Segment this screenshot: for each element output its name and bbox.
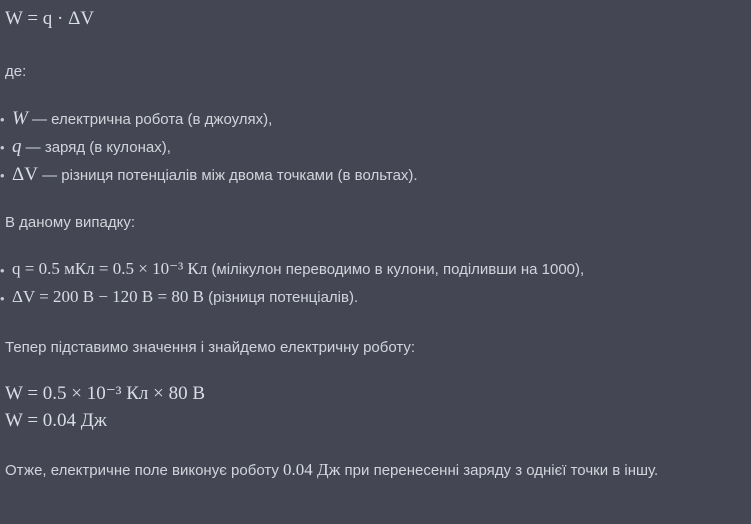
bullet: • — [0, 112, 5, 127]
formula-main: W = q · ΔV — [5, 8, 95, 29]
substitute-label: Тепер підставимо значення і знайдемо електричну роботу: — [5, 339, 416, 356]
symbol-w: W — [12, 108, 28, 129]
calc-line-2: W = 0.04 Дж — [5, 410, 107, 431]
symbol-q: q — [12, 136, 22, 157]
value-math-q: q = 0.5 мКл = 0.5 × 10⁻³ Кл — [12, 259, 208, 278]
definition-text: — заряд (в кулонах), — [21, 139, 171, 156]
value-math-delta-v: ΔV = 200 В − 120 В = 80 В — [12, 287, 204, 306]
bullet: • — [0, 263, 5, 278]
case-label: В даному випадку: — [5, 214, 136, 231]
definition-text: — різниця потенціалів між двома точками (в вольтах). — [37, 167, 418, 184]
bullet: • — [0, 140, 5, 155]
conclusion — [5, 456, 685, 485]
conclusion-value: 0.04 Дж — [283, 460, 341, 479]
definition-text: — електрична робота (в джоулях), — [27, 111, 273, 128]
symbol-delta-v: ΔV — [12, 164, 38, 185]
conclusion-after: при перенесенні заряду з однієї точки в іншу. — [340, 462, 659, 479]
bullet: • — [0, 291, 5, 306]
conclusion-before: Отже, електричне поле виконує роботу — [5, 462, 284, 479]
value-text: (різниця потенціалів). — [203, 289, 359, 306]
bullet: • — [0, 168, 5, 183]
calc-line-1: W = 0.5 × 10⁻³ Кл × 80 В — [5, 383, 206, 404]
where-label: де: — [5, 63, 27, 80]
value-text: (мілікулон переводимо в кулони, поділивши на 1000), — [207, 261, 585, 278]
